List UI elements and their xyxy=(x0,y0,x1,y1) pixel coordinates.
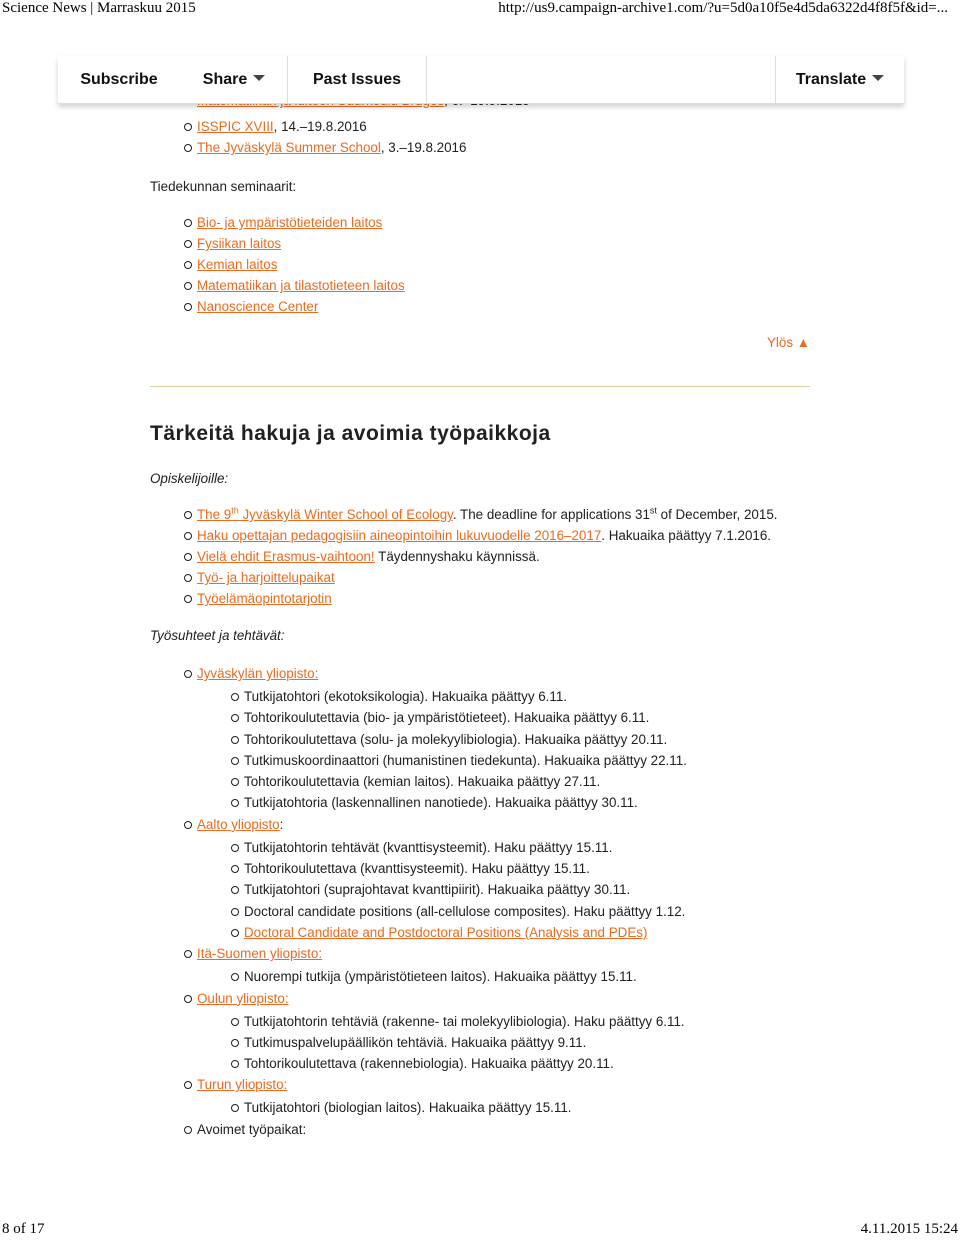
back-to-top xyxy=(150,335,810,350)
back-to-top-link[interactable]: Ylös ▲ xyxy=(766,335,810,350)
job-item: Tutkijatohtorin tehtävät (kvanttisysteemit). Haku päättyy 15.11. xyxy=(244,837,877,858)
seminar-link-nanoscience[interactable]: Nanoscience Center xyxy=(197,299,319,314)
nav-divider xyxy=(426,56,427,103)
aalto-pde-positions-link[interactable]: Doctoral Candidate and Postdoctoral Positions (Analysis and PDEs) xyxy=(244,924,648,940)
job-item: Tohtorikoulutettava (solu- ja molekyylibiologia). Hakuaika päättyy 20.11. xyxy=(244,729,877,750)
job-item: Tutkijatohtori (ekotoksikologia). Hakuaika päättyy 6.11. xyxy=(244,686,877,707)
page-counter: 8 of 17 xyxy=(2,1221,45,1237)
print-header xyxy=(0,0,960,22)
org-link-turku[interactable]: Turun yliopisto: xyxy=(197,1077,288,1093)
list-item: Vielä ehdit Erasmus-vaihtoon! Täydennyshaku käynnissä. xyxy=(197,546,877,567)
internships-link[interactable]: Työ- ja harjoittelupaikat xyxy=(197,570,335,585)
list-item xyxy=(197,588,877,609)
org-link-uef[interactable]: Itä-Suomen yliopisto: xyxy=(197,946,323,962)
event-link-isspic[interactable]: ISSPIC XVIII xyxy=(197,119,274,134)
winter-school-link[interactable]: The 9th Jyväskylä Winter School of Ecology xyxy=(197,505,453,522)
event-link-summer-school[interactable]: The Jyväskylä Summer School xyxy=(197,140,381,155)
list-item xyxy=(197,988,877,1075)
section-divider xyxy=(150,386,810,387)
job-list xyxy=(150,663,877,1140)
job-item: Tutkijatohtori (suprajohtavat kvanttipiirit). Hakuaika päättyy 30.11. xyxy=(244,879,877,900)
list-item xyxy=(197,233,857,254)
list-item xyxy=(197,1074,877,1118)
list-item xyxy=(197,275,857,296)
list-item: ISSPIC XVIII, 14.–19.8.2016 xyxy=(197,116,857,137)
chevron-down-icon xyxy=(872,75,884,81)
jobs-label: Työsuhteet ja tehtävät: xyxy=(150,628,285,643)
past-issues-button[interactable]: Past Issues xyxy=(312,71,402,88)
list-item: Aalto yliopisto: Tutkijatohtorin tehtävät (kvanttisysteemit). Haku päättyy 15.11. Tohtorikoulutettava (kvanttisysteemit). Haku päättyy 15.11. Tutkijatohtori (suprajohtavat kvanttipiirit). Hakuaika päättyy 30.11. Doctoral candidate positions (all-cellulose composites). Haku päättyy 1.12. Doctoral Candidate and Postdoctoral Positions (Analysis and PDEs) xyxy=(197,814,877,943)
students-label: Opiskelijoille: xyxy=(150,471,229,486)
list-item xyxy=(197,943,877,987)
print-footer xyxy=(0,1221,960,1241)
job-item xyxy=(244,922,877,943)
list-item xyxy=(197,663,877,814)
list-item: The 9th Jyväskylä Winter School of Ecology. The deadline for applications 31st of December, 2015. xyxy=(197,504,877,525)
list-item: Avoimet työpaikat: xyxy=(197,1119,877,1140)
seminar-link-kemia[interactable]: Kemian laitos xyxy=(197,257,278,272)
event-list xyxy=(150,116,857,158)
job-item: Tutkimuskoordinaattori (humanistinen tiedekunta). Hakuaika päättyy 22.11. xyxy=(244,750,877,771)
seminar-link-fysiikka[interactable]: Fysiikan laitos xyxy=(197,236,282,251)
job-sublist xyxy=(197,837,877,943)
list-item xyxy=(197,254,857,275)
list-item: Haku opettajan pedagogisiin aineopintoihin lukuvuodelle 2016–2017. Hakuaika päättyy 7.1.2016. xyxy=(197,525,877,546)
pedagogy-application-link[interactable]: Haku opettajan pedagogisiin aineopintoihin lukuvuodelle 2016–2017 xyxy=(197,528,602,543)
subscribe-button[interactable]: Subscribe xyxy=(80,71,158,88)
list-item xyxy=(197,212,857,233)
share-button[interactable]: Share xyxy=(180,56,288,103)
translate-button[interactable]: Translate xyxy=(776,56,904,103)
print-header-title: Science News | Marraskuu 2015 xyxy=(2,0,196,16)
job-item: Tutkimuspalvelupäällikön tehtäviä. Hakuaika päättyy 9.11. xyxy=(244,1032,877,1053)
seminar-list xyxy=(150,212,857,317)
job-item: Tohtorikoulutettava (rakennebiologia). Hakuaika päättyy 20.11. xyxy=(244,1053,877,1074)
erasmus-link[interactable]: Vielä ehdit Erasmus-vaihtoon! xyxy=(197,549,375,564)
seminar-link-matematiikka[interactable]: Matematiikan ja tilastotieteen laitos xyxy=(197,278,405,293)
job-sublist xyxy=(197,1097,877,1118)
worklife-studies-link[interactable]: Työelämäopintotarjotin xyxy=(197,591,332,606)
job-item: Nuorempi tutkija (ympäristötieteen laitos). Hakuaika päättyy 15.11. xyxy=(244,966,877,987)
org-link-aalto[interactable]: Aalto yliopisto xyxy=(197,816,280,832)
job-sublist xyxy=(197,966,877,987)
job-item: Doctoral candidate positions (all-cellulose composites). Haku päättyy 1.12. xyxy=(244,901,877,922)
campaign-navbar xyxy=(58,56,904,104)
list-item xyxy=(197,296,857,317)
org-link-oulu[interactable]: Oulun yliopisto: xyxy=(197,990,289,1006)
print-timestamp: 4.11.2015 15:24 xyxy=(860,1221,958,1237)
job-item: Tutkijatohtoria (laskennallinen nanotiede). Hakuaika päättyy 30.11. xyxy=(244,792,877,813)
list-item xyxy=(197,567,877,588)
org-link-jyu[interactable]: Jyväskylän yliopisto: xyxy=(197,666,319,681)
job-sublist xyxy=(197,686,877,814)
section-title: Tärkeitä hakuja ja avoimia työpaikkoja xyxy=(150,422,551,445)
job-item: Tohtorikoulutettava (kvanttisysteemit). Haku päättyy 15.11. xyxy=(244,858,877,879)
seminars-label: Tiedekunnan seminaarit: xyxy=(150,179,297,194)
seminar-link-bio[interactable]: Bio- ja ympäristötieteiden laitos xyxy=(197,215,383,230)
job-item: Tutkijatohtorin tehtäviä (rakenne- tai molekyylibiologia). Haku päättyy 6.11. xyxy=(244,1011,877,1032)
job-item: Tohtorikoulutettavia (kemian laitos). Hakuaika päättyy 27.11. xyxy=(244,771,877,792)
job-item: Tutkijatohtori (biologian laitos). Hakuaika päättyy 15.11. xyxy=(244,1097,877,1118)
job-item: Tohtorikoulutettavia (bio- ja ympäristötieteet). Hakuaika päättyy 6.11. xyxy=(244,707,877,728)
print-header-url: http://us9.campaign-archive1.com/?u=5d0a10f5e4d5da6322d4f8f5f&id=... xyxy=(498,0,948,16)
list-item: The Jyväskylä Summer School, 3.–19.8.2016 xyxy=(197,137,857,158)
chevron-down-icon xyxy=(253,75,265,81)
job-sublist xyxy=(197,1011,877,1075)
student-list xyxy=(150,504,877,609)
